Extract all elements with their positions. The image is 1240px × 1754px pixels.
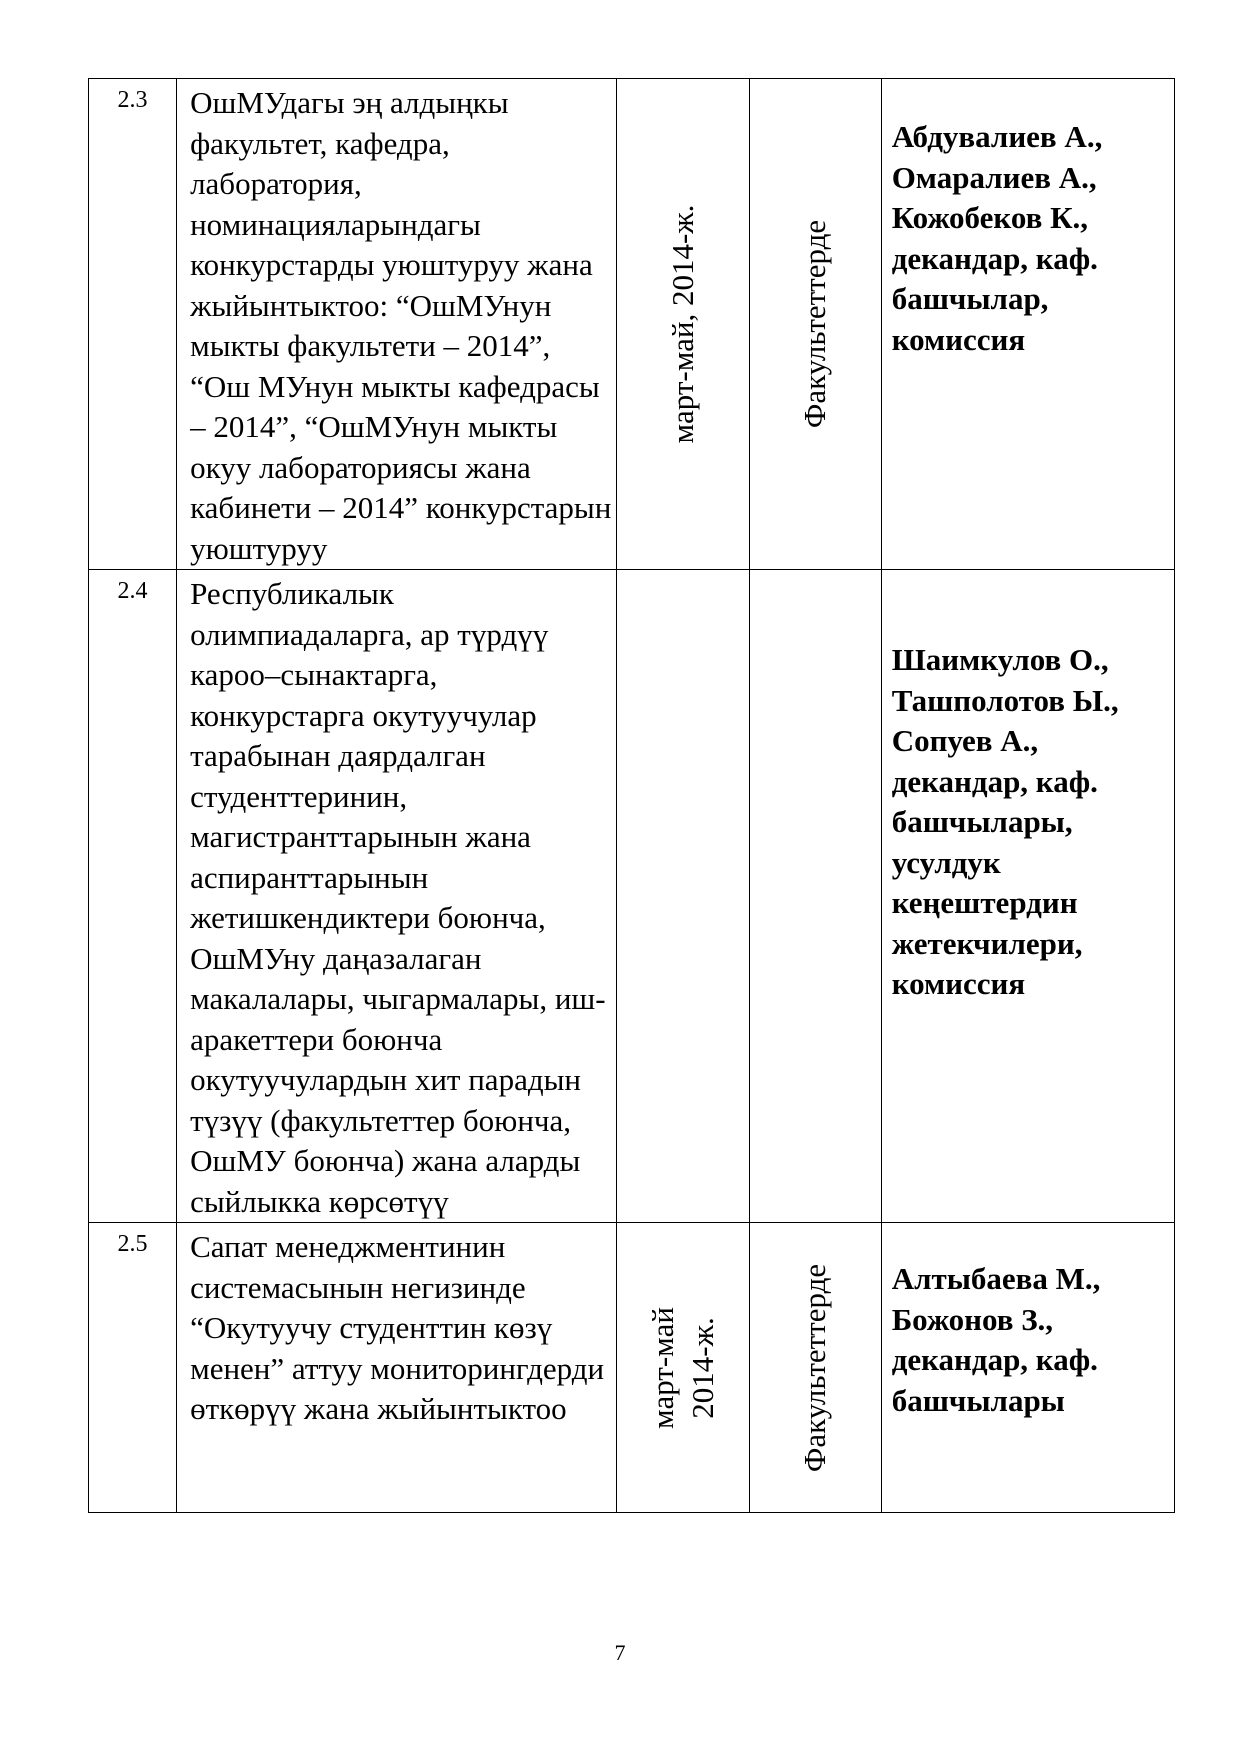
place-cell (749, 570, 881, 1223)
date-cell (617, 570, 749, 1223)
date-line: 2014-ж. (685, 1316, 721, 1419)
place-cell (749, 1223, 881, 1513)
row-number-cell (89, 79, 177, 570)
description-cell (177, 570, 617, 1223)
date-line: март-май, 2014-ж. (665, 204, 701, 444)
row-number-cell (89, 1223, 177, 1513)
row-number: 2.3 (117, 87, 148, 113)
date-cell (617, 1223, 749, 1513)
place-text: Факультеттерде (797, 219, 833, 429)
date-text (643, 1307, 723, 1429)
row-number: 2.5 (117, 1231, 148, 1257)
row-description: ОшМУдагы эң алдыңкы факультет, кафедра, лаборатория, номинацияларындагы конкурстарды уюштуруу жана жыйынтыктоо: “ОшМУнун мыкты факультети – 2014”, “Ош МУнун мыкты кафедрасы – 2014”, “ОшМУнун мыкты окуу лабораториясы жана кабинети – 2014” конкурстарын уюштуруу (190, 85, 612, 566)
responsible-persons: Алтыбаева М., Божонов З., декандар, каф. башчылары (891, 1261, 1101, 1418)
responsible-cell (881, 570, 1174, 1223)
responsible-cell (881, 79, 1174, 570)
description-cell (177, 79, 617, 570)
place-text: Факультеттерде (797, 1263, 833, 1472)
responsible-persons: Шаимкулов О., Ташполотов Ы., Сопуев А., декандар, каф. башчылары, усулдук кеңештердин жетекчилери, комиссия (891, 642, 1119, 1001)
row-number-cell (89, 570, 177, 1223)
date-line: март-май (645, 1306, 681, 1429)
row-description: Республикалык олимпиадаларга, ар түрдүү кароо–сынактарга, конкурстарга окутуучулар тарабынан даярдалган студенттеринин, магистранттарынын жана аспиранттарынын жетишкендиктери боюнча, ОшМУну даңазалаган макалалары, чыгармалары, иш-аракеттери боюнча окутуучулардын хит парадын түзүү (факультеттер боюнча, ОшМУ боюнча) жана аларды сыйлыкка көрсөтүү (190, 576, 606, 1219)
table-row (89, 79, 1175, 570)
responsible-persons: Абдувалиев А., Омаралиев А., Кожобеков К., декандар, каф. башчылар, комиссия (891, 119, 1103, 357)
responsible-cell (881, 1223, 1174, 1513)
table-row (89, 570, 1175, 1223)
place-cell (749, 79, 881, 570)
row-number: 2.4 (117, 578, 148, 604)
activities-table (88, 78, 1175, 1513)
row-description: Сапат менеджментинин системасынын негизинде “Окутуучу студенттин көзү менен” аттуу мониторингдерди өткөрүү жана жыйынтыктоо (190, 1229, 605, 1426)
date-cell (617, 79, 749, 570)
description-cell (177, 1223, 617, 1513)
date-text (663, 205, 703, 444)
table-row (89, 1223, 1175, 1513)
page-number: 7 (614, 1640, 626, 1665)
